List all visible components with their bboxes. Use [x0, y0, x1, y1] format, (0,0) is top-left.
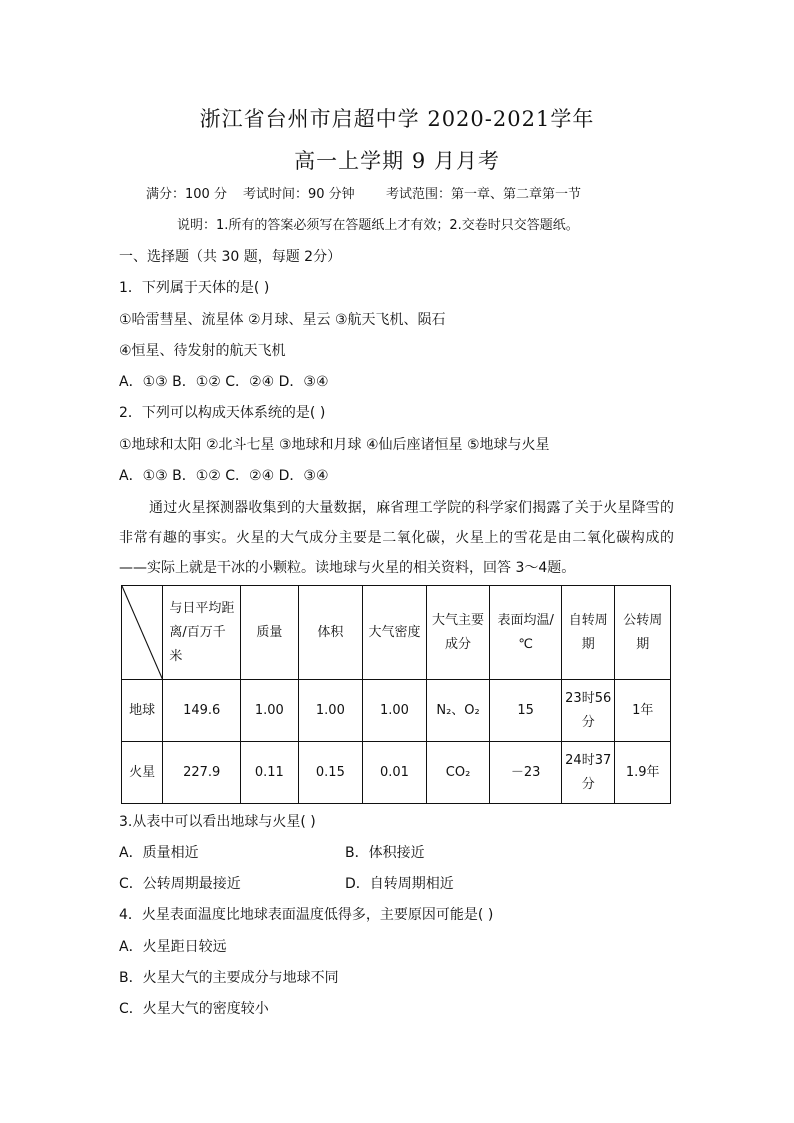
diagonal-header-cell	[122, 586, 163, 680]
diagonal-line	[122, 586, 162, 679]
table-cell: 0.15	[298, 742, 363, 804]
question-1-stem: 1．下列属于天体的是( )	[119, 280, 270, 296]
question-3-option-a: A．质量相近	[119, 845, 199, 861]
table-cell: 1.00	[298, 680, 363, 742]
question-3-stem: 3.从表中可以看出地球与火星( )	[119, 814, 316, 830]
table-cell: －23	[490, 742, 562, 804]
reading-passage: 通过火星探测器收集到的大量数据，麻省理工学院的科学家们揭露了关于火星降雪的非常有趣的事实。火星的大气成分主要是二氧化碳，火星上的雪花是由二氧化碳构成的——实际上就是干冰的小颗粒。读地球与火星的相关资料，回答 3～4题。	[119, 500, 674, 576]
table-cell: N₂、O₂	[426, 680, 490, 742]
exam-scope: 考试范围：第一章、第二章第一节	[386, 187, 582, 202]
question-4-stem: 4．火星表面温度比地球表面温度低得多，主要原因可能是( )	[119, 907, 494, 923]
question-3-option-c: C．公转周期最接近	[119, 876, 241, 892]
table-cell: 149.6	[163, 680, 241, 742]
question-4-option-a: A．火星距日较远	[119, 939, 227, 955]
table-header-cell: 公转周期	[615, 586, 671, 680]
table-cell: 0.01	[363, 742, 427, 804]
row-label: 火星	[122, 742, 163, 804]
table-header-cell: 大气主要成分	[426, 586, 490, 680]
table-header-cell: 质量	[241, 586, 299, 680]
table-cell: 15	[490, 680, 562, 742]
table-header-cell: 自转周期	[561, 586, 614, 680]
question-2-stem: 2．下列可以构成天体系统的是( )	[119, 405, 326, 421]
table-header-cell: 与日平均距离/百万千米	[163, 586, 241, 680]
earth-mars-table	[121, 585, 671, 804]
table-cell: 1年	[615, 680, 671, 742]
exam-subtitle: 高一上学期 9 月月考	[294, 149, 500, 173]
table-header-cell: 体积	[298, 586, 363, 680]
question-1-options: A．①③ B．①② C．②④ D．③④	[119, 374, 329, 390]
row-label: 地球	[122, 680, 163, 742]
table-header-cell: 大气密度	[363, 586, 427, 680]
question-1-items-2: ④恒星、待发射的航天飞机	[119, 343, 286, 359]
question-4-option-c: C．火星大气的密度较小	[119, 1001, 269, 1017]
full-score: 满分：100 分	[146, 187, 227, 202]
table-cell: 227.9	[163, 742, 241, 804]
table-header-cell: 表面均温/℃	[490, 586, 562, 680]
table-cell: 1.00	[241, 680, 299, 742]
table-cell: 23时56分	[561, 680, 614, 742]
table-row	[122, 742, 671, 804]
table-header-row	[122, 586, 671, 680]
question-4-option-b: B．火星大气的主要成分与地球不同	[119, 970, 339, 986]
question-2-options: A．①③ B．①② C．②④ D．③④	[119, 468, 329, 484]
exam-time: 考试时间：90 分钟	[243, 187, 355, 202]
table-cell: 1.9年	[615, 742, 671, 804]
table-cell: 0.11	[241, 742, 299, 804]
exam-title: 浙江省台州市启超中学 2020-2021学年	[199, 107, 595, 131]
table-cell: CO₂	[426, 742, 490, 804]
question-1-items: ①哈雷彗星、流星体 ②月球、星云 ③航天飞机、陨石	[119, 312, 446, 328]
table-cell: 24时37分	[561, 742, 614, 804]
question-3-option-d: D．自转周期相近	[345, 876, 454, 892]
exam-note: 说明：1.所有的答案必须写在答题纸上才有效；2.交卷时只交答题纸。	[177, 218, 579, 233]
table-cell: 1.00	[363, 680, 427, 742]
section-heading: 一、选择题（共 30 题，每题 2分）	[119, 249, 342, 265]
question-2-items: ①地球和太阳 ②北斗七星 ③地球和月球 ④仙后座诸恒星 ⑤地球与火星	[119, 437, 550, 453]
table-row	[122, 680, 671, 742]
question-3-option-b: B．体积接近	[345, 845, 425, 861]
